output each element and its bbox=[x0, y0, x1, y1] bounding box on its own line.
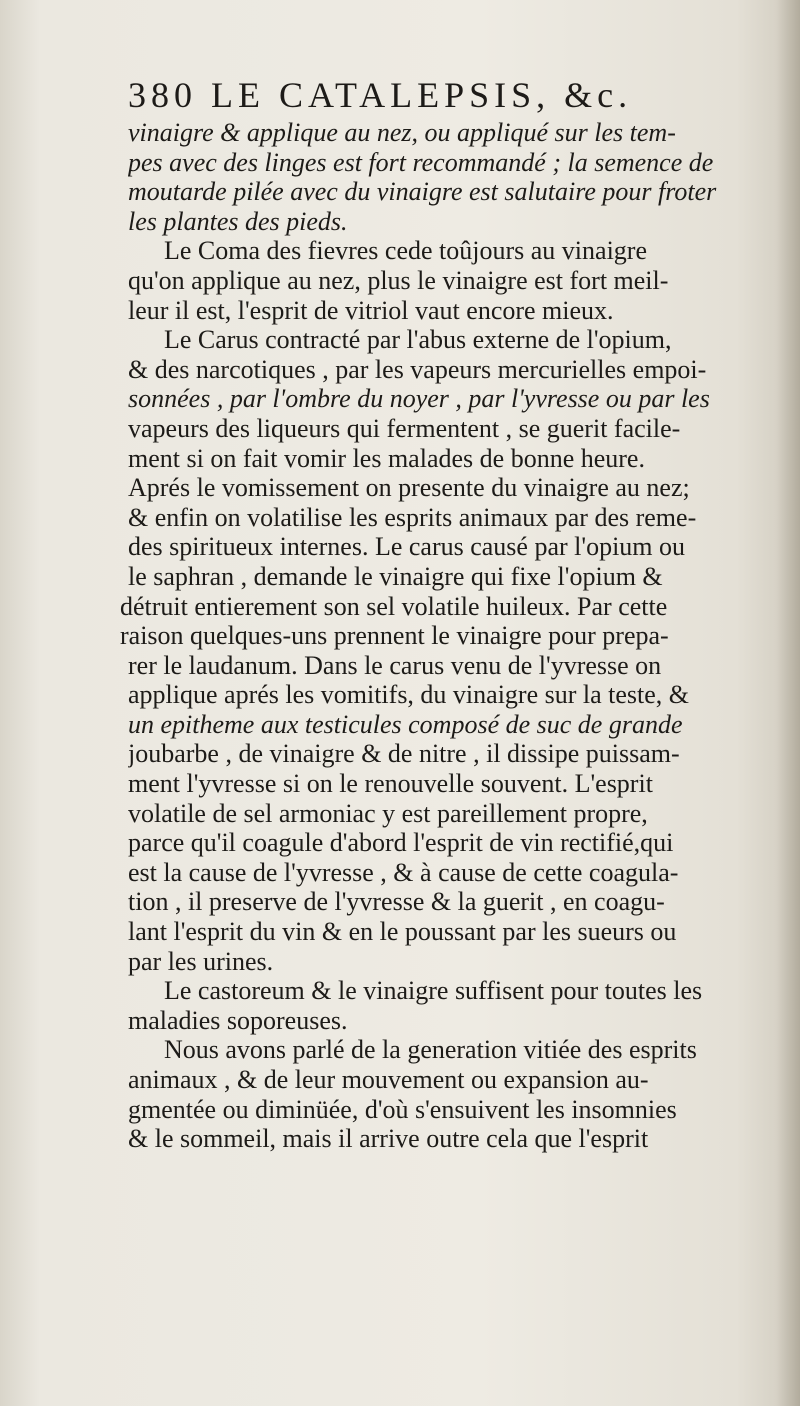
text-line: détruit entierement son sel volatile huileux. Par cette bbox=[120, 591, 668, 621]
text-line: sonnées , par l'ombre du noyer , par l'yvresse ou par les bbox=[128, 384, 710, 414]
text-line: Nous avons parlé de la generation vitiée des esprits bbox=[164, 1035, 697, 1065]
text-line: lant l'esprit du vin & en le poussant par les sueurs ou bbox=[128, 917, 677, 947]
text-line: rer le laudanum. Dans le carus venu de l'yvresse on bbox=[128, 650, 662, 680]
text-line: tion , il preserve de l'yvresse & la guerit , en coagu- bbox=[128, 887, 665, 917]
text-line: raison quelques-uns prennent le vinaigre pour prepa- bbox=[120, 621, 669, 651]
text-line: ment l'yvresse si on le renouvelle souvent. L'esprit bbox=[128, 769, 653, 799]
text-line: le saphran , demande le vinaigre qui fixe l'opium & bbox=[128, 561, 663, 591]
text-line: vinaigre & applique au nez, ou appliqué sur les tem- bbox=[128, 118, 676, 147]
text-line: Aprés le vomissement on presente du vinaigre au nez; bbox=[128, 473, 690, 503]
text-line: & des narcotiques , par les vapeurs mercurielles empoi- bbox=[128, 354, 707, 384]
text-line: Le castoreum & le vinaigre suffisent pour toutes les bbox=[164, 976, 703, 1006]
text-line: & le sommeil, mais il arrive outre cela que l'esprit bbox=[128, 1124, 649, 1154]
running-header: 380 LE CATALEPSIS, &c. bbox=[128, 75, 633, 115]
body-text bbox=[120, 118, 788, 1154]
text-line: animaux , & de leur mouvement ou expansion au- bbox=[128, 1065, 649, 1094]
text-line: Le Carus contracté par l'abus externe de l'opium, bbox=[164, 325, 672, 355]
text-line: des spiritueux internes. Le carus causé par l'opium ou bbox=[128, 532, 686, 562]
text-line: moutarde pilée avec du vinaigre est salutaire pour froter bbox=[128, 177, 717, 207]
text-line: par les urines. bbox=[128, 946, 274, 976]
text-line: vapeurs des liqueurs qui fermentent , se guerit facile- bbox=[128, 413, 681, 443]
text-line: gmentée ou diminüée, d'où s'ensuivent les insomnies bbox=[128, 1094, 677, 1124]
text-line: leur il est, l'esprit de vitriol vaut encore mieux. bbox=[128, 295, 614, 325]
text-line: est la cause de l'yvresse , & à cause de cette coagula- bbox=[128, 857, 679, 887]
text-line: Le Coma des fievres cede toûjours au vinaigre bbox=[164, 236, 647, 266]
text-line: ment si on fait vomir les malades de bonne heure. bbox=[128, 443, 645, 473]
text-line: maladies soporeuses. bbox=[128, 1005, 348, 1035]
text-line: volatile de sel armoniac y est pareillement propre, bbox=[128, 798, 648, 828]
text-line: & enfin on volatilise les esprits animaux par des reme- bbox=[128, 502, 697, 532]
text-line: un epitheme aux testicules composé de suc de grande bbox=[128, 709, 683, 739]
text-line: les plantes des pieds. bbox=[128, 206, 348, 236]
text-line: qu'on applique au nez, plus le vinaigre est fort meil- bbox=[128, 265, 669, 295]
text-block bbox=[120, 72, 788, 1154]
text-line: parce qu'il coagule d'abord l'esprit de vin rectifié,qui bbox=[128, 828, 674, 858]
text-line: pes avec des linges est fort recommandé ; la semence de bbox=[128, 147, 714, 177]
text-line: joubarbe , de vinaigre & de nitre , il dissipe puissam- bbox=[128, 739, 680, 769]
text-line: applique aprés les vomitifs, du vinaigre sur la teste, & bbox=[128, 680, 690, 710]
